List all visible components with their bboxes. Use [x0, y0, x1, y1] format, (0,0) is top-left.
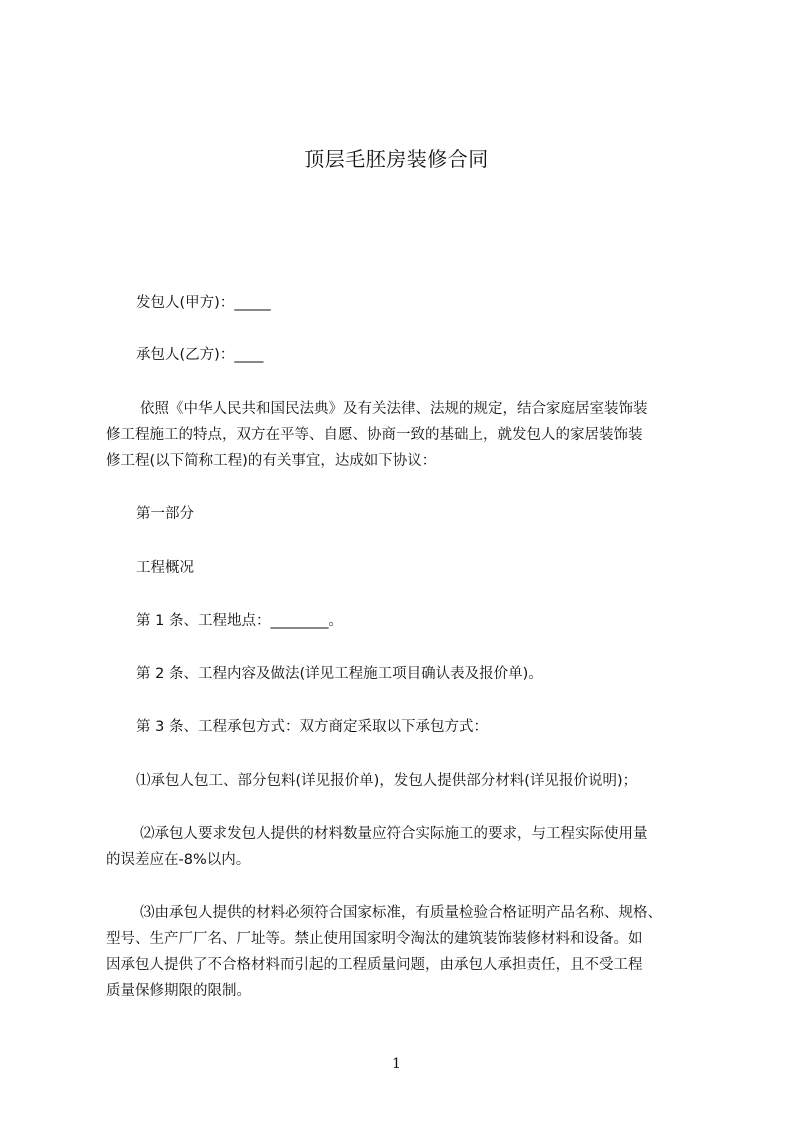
- clause-line: ⑵承包人要求发包人提供的材料数量应符合实际施工的要求，与工程实际使用量: [140, 826, 648, 842]
- part-heading: 第一部分: [136, 506, 194, 522]
- article-2: 第 2 条、工程内容及做法(详见工程施工项目确认表及报价单)。: [136, 666, 543, 682]
- clause-line: 因承包人提供了不合格材料而引起的工程质量问题，由承包人承担责任，且不受工程: [106, 957, 643, 973]
- intro-line: 修工程施工的特点，双方在平等、自愿、协商一致的基础上，就发包人的家居装饰装: [106, 427, 643, 443]
- article-1: 第 1 条、工程地点：________。: [136, 613, 343, 629]
- clause-line: ⑶由承包人提供的材料必须符合国家标准，有质量检验合格证明产品名称、规格、: [140, 905, 662, 921]
- section-heading: 工程概况: [136, 560, 194, 576]
- clause-1: ⑴承包人包工、部分包料(详见报价单)，发包人提供部分材料(详见报价说明)；: [136, 773, 638, 789]
- clause-line: 质量保修期限的限制。: [106, 983, 251, 999]
- intro-line: 依照《中华人民共和国民法典》及有关法律、法规的规定，结合家庭居室装饰装: [140, 401, 648, 417]
- party-a-line: 发包人(甲方)：_____: [136, 295, 271, 311]
- article-3: 第 3 条、工程承包方式：双方商定采取以下承包方式：: [136, 719, 488, 735]
- page-number: 1: [392, 1056, 401, 1072]
- document-title: 顶层毛胚房装修合同: [304, 147, 489, 171]
- intro-line: 修工程(以下简称工程)的有关事宜，达成如下协议：: [106, 453, 437, 469]
- clause-line: 的误差应在-8%以内。: [106, 852, 251, 868]
- party-b-line: 承包人(乙方)：____: [136, 347, 264, 363]
- clause-line: 型号、生产厂厂名、厂址等。禁止使用国家明令淘汰的建筑装饰装修材料和设备。如: [106, 931, 643, 947]
